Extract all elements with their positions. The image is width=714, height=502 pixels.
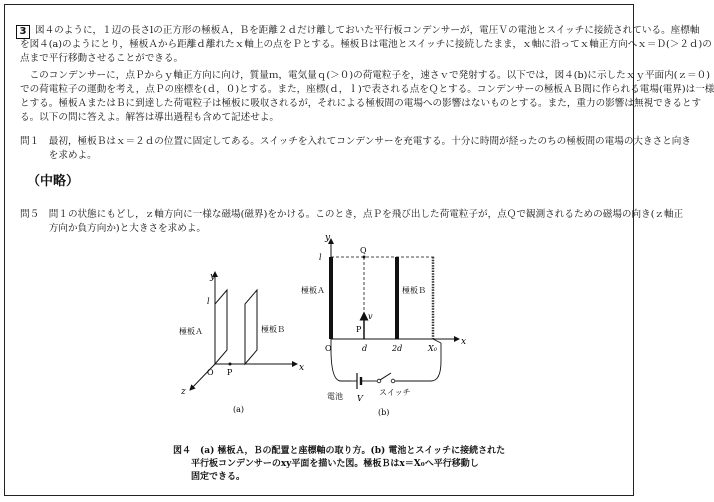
switch-lever xyxy=(380,373,391,380)
figure-caption-line-2: 平行板コンデンサーのxy平面を描いた図。極板Ｂはx＝X₀へ平行移動し xyxy=(191,459,479,469)
voltage-label: V xyxy=(357,394,363,403)
intro-line-4: このコンデンサーに，点Ｐからｙ軸正方向に向け，質量ｍ，電気量ｑ(＞０)の荷電粒子を，速さｖで発射する。以下では，図４(b)に示したｘｙ平面内(ｚ＝０) xyxy=(20,70,710,81)
switch-label: スイッチ xyxy=(379,388,411,397)
length-l-label: l xyxy=(207,297,210,306)
plate-a-shape xyxy=(215,290,227,364)
velocity-label: v xyxy=(368,312,373,321)
switch-contact-right xyxy=(391,379,395,383)
circuit-left-wire xyxy=(331,339,351,381)
figure-caption-line-3: 固定できる。 xyxy=(191,472,246,482)
intro-line-7: る。以下の問に答えよ。解答は導出過程も含めて記述せよ。 xyxy=(20,112,280,123)
axis-y-label: y xyxy=(210,272,216,282)
intro-line-6: とする。極板ＡまたはＢに到達した荷電粒子は極板に吸収されるが，それによる極板間の電場への影響はないものとする。また，重力の影響は無視できるとす xyxy=(20,98,702,109)
figure-caption-line-1: 図４ (a) 極板Ａ，Ｂの配置と座標軸の取り方。(b) 電池とスイッチに接続された xyxy=(173,446,506,456)
wire-segment xyxy=(433,339,441,343)
point-p-dot xyxy=(229,363,232,366)
question-1-line-1: 問１ 最初，極板Ｂはｘ＝２ｄの位置に固定してある。スイッチを入れてコンデンサーを充電する。十分に時間が経ったのちの極板間の電場の大きさと向き xyxy=(20,136,691,147)
b-origin-label: O xyxy=(325,344,332,353)
origin-label: O xyxy=(207,368,214,377)
omitted-marker: （中略） xyxy=(27,174,80,189)
b-axis-y-label: y xyxy=(325,233,331,243)
figure-a xyxy=(155,260,315,420)
question-5-line-1: 問５ 問１の状態にもどし，ｚ軸方向に一様な磁場(磁界)をかける。このとき，点Ｐを飛び出した荷電粒子が，点Ｑで観測されるための磁場の向き(ｚ軸正 xyxy=(20,209,684,220)
figure-b-caption: (b) xyxy=(378,408,390,417)
exam-page xyxy=(4,4,714,496)
plate-b-shape xyxy=(245,290,257,364)
point-q-label: Q xyxy=(360,246,367,255)
intro-line-5: での荷電粒子の運動を考え，点Ｐの座標を(ｄ，０)とする。また，座標(ｄ，ｌ)で表される点をＱとする。コンデンサーの極板ＡＢ間に作られる電場(電界)は一様 xyxy=(20,84,714,95)
b-axis-x-label: x xyxy=(461,337,467,347)
tick-d-label: d xyxy=(362,344,368,353)
point-p-label: P xyxy=(227,368,233,377)
tick-x0-label: X₀ xyxy=(428,344,437,353)
battery-label: 電池 xyxy=(327,392,343,401)
b-point-p-label: P xyxy=(356,325,362,334)
tick-2d-label: 2d xyxy=(392,344,403,353)
b-plate-a-label: 極板Ａ xyxy=(301,286,325,295)
point-q-dot xyxy=(363,256,366,259)
plate-a-label: 極板Ａ xyxy=(179,327,203,336)
plate-b-label: 極板Ｂ xyxy=(261,325,285,334)
intro-line-2: を図４(a)のようにとり，極板Ａから距離ｄ離れたｘ軸上の点をＰとする。極板Ｂは電池とスイッチに接続したまま，ｘ軸に沿ってｘ軸正方向へｘ＝Ｄ(＞２ｄ)の xyxy=(20,39,712,50)
intro-line-1: 図４のように，１辺の長さlの正方形の極板Ａ，Ｂを距離２ｄだけ離しておいた平行板コンデンサーが，電圧Ｖの電池とスイッチに接続されている。座標軸 xyxy=(35,25,700,36)
figure-b xyxy=(301,231,477,421)
b-plate-b-label: 極板Ｂ xyxy=(402,286,426,295)
question-1-line-2: を求めよ。 xyxy=(20,150,97,161)
intro-line-3: 点まで平行移動させることができる。 xyxy=(20,53,184,64)
figure-a-caption: (a) xyxy=(233,405,245,414)
axis-z-label: z xyxy=(181,387,186,397)
question-5-line-2: 方向か負方向か)と大きさを求めよ。 xyxy=(20,223,207,234)
b-length-l-label: l xyxy=(319,253,322,262)
problem-number: 3 xyxy=(16,25,30,39)
axis-x-label: x xyxy=(299,363,305,373)
